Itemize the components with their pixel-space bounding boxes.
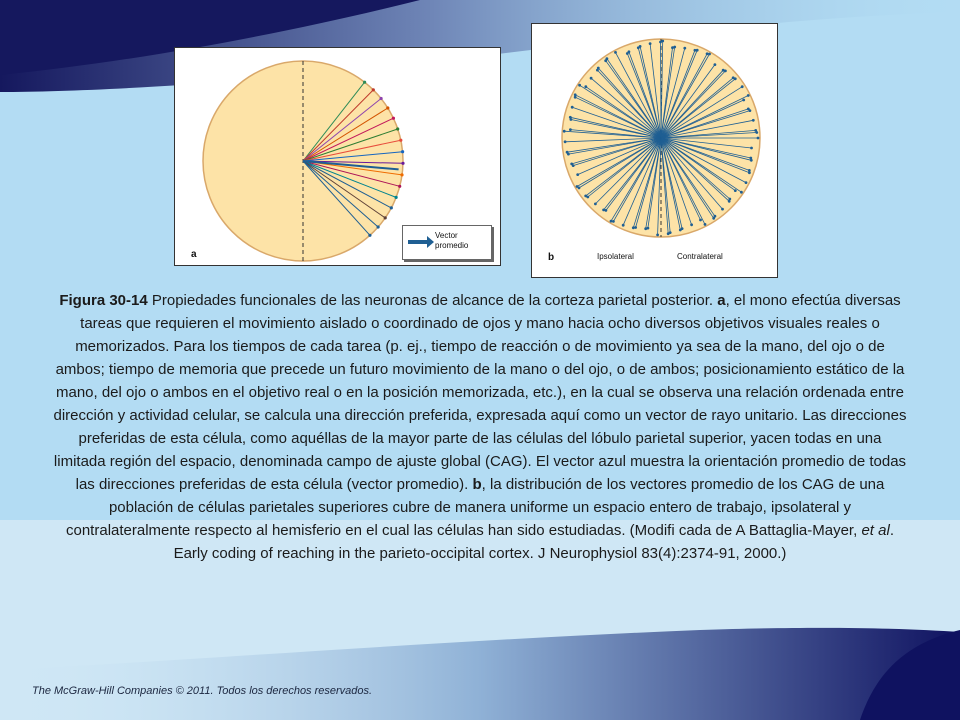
figure-b-vector-tip <box>749 109 752 112</box>
legend-text <box>435 231 491 251</box>
caption-part-b: , la distribución de los vectores promedio de los CAG de una población de células parietales superiores cubre de manera uniforme un espacio entero de trabajo, ipsolateral y contralateralmente respecto al hemisferio en el cual las células han sido estudiadas. (Modifi cada de A Battaglia-Mayer, <box>66 476 885 539</box>
caption-et-al: et al <box>861 522 890 539</box>
figure-a-vector-tip <box>390 206 393 209</box>
figure-b-vector-tip <box>683 47 686 50</box>
figure-b-vector-tip <box>712 217 715 220</box>
figure-a-vector-tip <box>386 106 389 109</box>
figure-b-vector-tip <box>584 85 587 88</box>
legend-arrow-icon <box>405 226 435 259</box>
figure-b-vector-tip <box>602 209 605 212</box>
figure-b-vector-tip <box>749 157 752 160</box>
figure-b-vector-tip <box>590 77 593 80</box>
figure-b-vector-tip <box>605 209 608 212</box>
figure-a-label: a <box>191 249 197 260</box>
figure-b-vector-tip <box>594 203 597 206</box>
figure-b-vector-tip <box>734 189 737 192</box>
figure-b-vector-tip <box>708 53 711 56</box>
figure-b-vector-tip <box>632 226 635 229</box>
figure-a-vector-tip <box>380 97 383 100</box>
figure-b-vector-tip <box>742 99 745 102</box>
figure-b-vector-tip <box>574 96 577 99</box>
figure-b-vector-tip <box>622 224 625 227</box>
figure-b-vector-tip <box>612 220 615 223</box>
figure-a-vector-tip <box>377 225 380 228</box>
figure-b-vector-tip <box>740 191 743 194</box>
figure-a-vector-tip <box>400 173 403 176</box>
figure-b-vector-tip <box>649 42 652 45</box>
figure-b-vector-tip <box>614 51 617 54</box>
figure-b-vector-tip <box>576 185 579 188</box>
copyright-footer: The McGraw-Hill Companies © 2011. Todos los derechos reservados. <box>32 685 373 697</box>
ipsolateral-label: Ipsolateral <box>597 252 634 261</box>
figure-a-vector-tip <box>395 196 398 199</box>
legend-line-2: promedio <box>435 241 469 250</box>
figure-b-vector-tip <box>757 137 760 140</box>
figure-b-vector-tip <box>734 77 737 80</box>
figure-b-vector-tip <box>679 229 682 232</box>
caption-part-a: , el mono efectúa diversas tareas que requieren el movimiento aislado o coordinado de ojos y mano hacia ocho diversos objetivos visuales reales o memorizados. Para los tiempos de cada tarea (p. ej., tiempo de reacción o de movimiento ya sea de la mano, del ojo o de ambos; tiempo de memoria que precede un futuro movimiento de la mano o del ojo, o de ambos; posicionamiento estático de la mano, del ojo o ambos en el objetivo real o en la posición memorizada, etc.), en la cual se observa una relación ordenada entre dirección y actividad celular, se calcula una dirección preferida, expresada aquí como un vector de rayo unitario. Las direcciones preferidas de esta célula, como aquéllas de la mayor parte de las células del lóbulo parietal superior, yacen todas en una limitada región del espacio, denominada campo de ajuste global (CAG). El vector azul muestra la orientación promedio de todas las direcciones preferidas de esta célula (vector promedio). <box>53 292 907 493</box>
figure-b-vector-tip <box>728 200 731 203</box>
figure-b-vector-tip <box>639 45 642 48</box>
figure-b-vector-tip <box>721 208 724 211</box>
figure-b-vector-tip <box>750 147 753 150</box>
caption-a-label: a <box>717 292 726 309</box>
figure-a-vector-tip <box>368 234 371 237</box>
figure-a-vector-tip <box>396 127 399 130</box>
figure-a-vector-tip <box>401 162 404 165</box>
figure-b-vector-tip <box>661 40 664 43</box>
figure-b-vector-tip <box>569 128 572 131</box>
figure-b-vector-tip <box>569 116 572 119</box>
figure-b-diagram <box>532 24 779 279</box>
figure-a-vector-tip <box>363 81 366 84</box>
figure-b-vector-tip <box>566 151 569 154</box>
figure-b-vector-tip <box>570 163 573 166</box>
figure-b-vector-tip <box>667 232 670 235</box>
figure-b-vector-tip <box>673 46 676 49</box>
figure-a-vector-tip <box>398 185 401 188</box>
figure-b-vector-tip <box>690 223 693 226</box>
figure-b-vector-tip <box>610 220 613 223</box>
figure-a-vector-tip <box>399 139 402 142</box>
figure-b-vector-tip <box>706 52 709 55</box>
figure-b-label: b <box>548 252 555 263</box>
figure-b-vector-tip <box>597 67 600 70</box>
figure-b-vector-tip <box>699 219 702 222</box>
figure-b-panel <box>531 23 778 278</box>
figure-b-vector-tip <box>644 227 647 230</box>
figure-b-vector-tip <box>574 93 577 96</box>
figure-b-vector-tip <box>741 85 744 88</box>
caption-intro: Propiedades funcionales de las neuronas de alcance de la corteza parietal posterior. <box>147 292 718 309</box>
figure-a-vector-tip <box>392 117 395 120</box>
figure-a-vector-tip <box>372 88 375 91</box>
contralateral-label: Contralateral <box>677 252 723 261</box>
caption-figure-label: Figura 30-14 <box>59 292 148 309</box>
figure-caption <box>52 289 908 565</box>
figure-b-vector-tip <box>563 130 566 133</box>
legend-vector-promedio <box>402 225 492 260</box>
figure-b-vector-tip <box>750 159 753 162</box>
figure-b-vector-tip <box>584 195 587 198</box>
legend-line-1: Vector <box>435 231 458 240</box>
figure-b-vector-tip <box>606 57 609 60</box>
figure-a-vector-tip <box>384 216 387 219</box>
figure-b-vector-tip <box>747 94 750 97</box>
figure-b-vector-tip <box>571 106 574 109</box>
figure-b-vector-tip <box>752 119 755 122</box>
caption-part-c: . Early coding of reaching in the parieto-occipital cortex. J Neurophysiol 83(4):2374-91, 2000.) <box>173 522 894 562</box>
figure-b-vector-tip <box>745 181 748 184</box>
figure-b-vector-tip <box>704 223 707 226</box>
figure-b-vector-tip <box>696 49 699 52</box>
figure-b-vector-tip <box>628 50 631 53</box>
caption-b-label: b <box>472 476 482 493</box>
figure-b-vector-tip <box>578 84 581 87</box>
figure-b-vector-tip <box>576 173 579 176</box>
figure-a-vector-tip <box>401 150 404 153</box>
figure-b-vector-tip <box>755 131 758 134</box>
figure-b-vector-tip <box>564 140 567 143</box>
figure-b-vector-tip <box>714 63 717 66</box>
figure-b-vector-tip <box>748 171 751 174</box>
figure-b-vector-tip <box>656 234 659 237</box>
figure-b-vector-tip <box>724 70 727 73</box>
